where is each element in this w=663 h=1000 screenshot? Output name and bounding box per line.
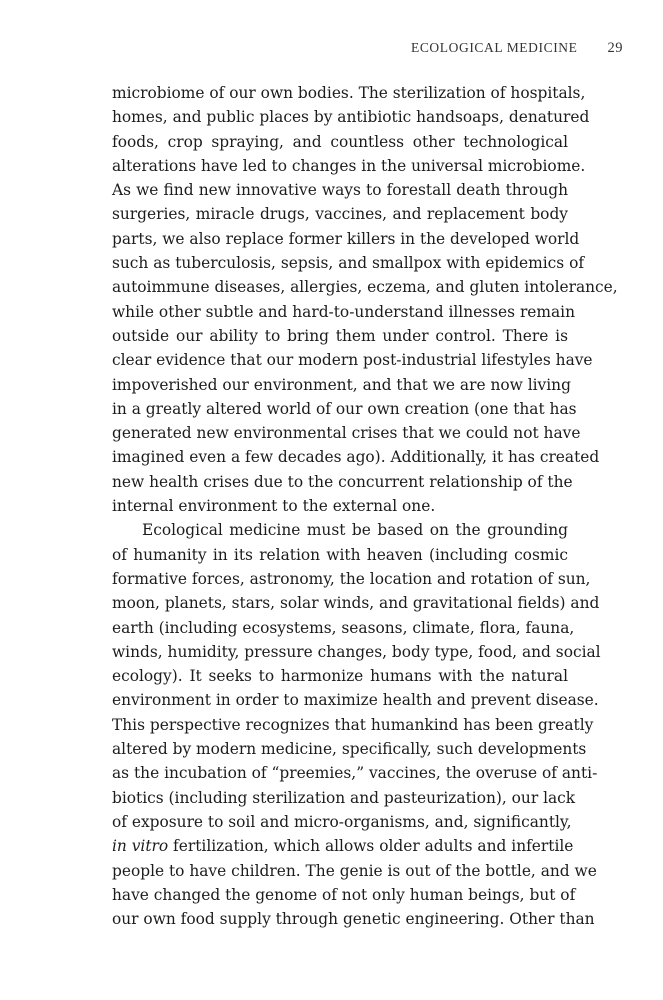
- text-line: Ecological medicine must be based on the grounding: [142, 521, 568, 540]
- text-line: microbiome of our own bodies. The sterilization of hospitals,: [112, 84, 586, 102]
- text-line: in a greatly altered world of our own creation (one that has: [112, 399, 577, 418]
- text-line: people to have children. The genie is out of the bottle, and we: [112, 861, 597, 880]
- text-line: new health crises due to the concurrent relationship of the: [112, 472, 573, 491]
- page-number: 29: [607, 40, 623, 56]
- text-line: our own food supply through genetic engineering. Other than: [112, 910, 595, 929]
- text-line: altered by modern medicine, specifically, such developments: [112, 740, 587, 759]
- text-line: outside our ability to bring them under control. There is: [112, 326, 568, 345]
- text-line: moon, planets, stars, solar winds, and gravitational fields) and: [112, 594, 600, 613]
- body-text: [112, 81, 618, 931]
- text-run: fertilization, which allows older adults and infertile: [168, 837, 574, 856]
- running-head: [411, 40, 623, 57]
- text-line: homes, and public places by antibiotic handsoaps, denatured: [112, 108, 590, 127]
- text-line: foods, crop spraying, and countless other technological: [112, 132, 568, 151]
- text-line: formative forces, astronomy, the location and rotation of sun,: [112, 569, 591, 588]
- text-line: as the incubation of “preemies,” vaccines, the overuse of anti-: [112, 764, 598, 783]
- text-line: internal environment to the external one.: [112, 497, 436, 516]
- text-line: such as tuberculosis, sepsis, and smallpox with epidemics of: [112, 254, 585, 273]
- text-line: winds, humidity, pressure changes, body type, food, and social: [112, 642, 601, 661]
- text-line: As we find new innovative ways to forestall death through: [112, 181, 568, 200]
- text-line: environment in order to maximize health and prevent disease.: [112, 691, 599, 710]
- text-line: clear evidence that our modern post-industrial lifestyles have: [112, 351, 593, 370]
- paragraph-1: [112, 81, 618, 518]
- text-line: of humanity in its relation with heaven (including cosmic: [112, 545, 568, 564]
- text-line: imagined even a few decades ago). Additionally, it has created: [112, 448, 600, 467]
- text-line: parts, we also replace former killers in the developed world: [112, 229, 580, 248]
- text-line: generated new environmental crises that we could not have: [112, 424, 581, 443]
- italic-term: in vitro: [112, 837, 169, 856]
- text-line: ecology). It seeks to harmonize humans with the natural: [112, 667, 568, 686]
- text-line: impoverished our environment, and that we are now living: [112, 375, 571, 394]
- text-line: while other subtle and hard-to-understand illnesses remain: [112, 302, 576, 321]
- paragraph-2: [112, 518, 601, 931]
- text-line: biotics (including sterilization and pasteurization), our lack: [112, 788, 576, 807]
- text-line: autoimmune diseases, allergies, eczema, and gluten intolerance,: [112, 278, 618, 297]
- text-line: surgeries, miracle drugs, vaccines, and replacement body: [112, 205, 568, 224]
- text-line: earth (including ecosystems, seasons, climate, flora, fauna,: [112, 618, 575, 637]
- text-line: [112, 834, 574, 858]
- text-line: of exposure to soil and micro-organisms, and, significantly,: [112, 812, 572, 831]
- text-line: alterations have led to changes in the universal microbiome.: [112, 156, 586, 175]
- text-line: have changed the genome of not only human beings, but of: [112, 885, 576, 904]
- running-title: ECOLOGICAL MEDICINE: [410, 40, 578, 55]
- text-line: This perspective recognizes that humankind has been greatly: [112, 715, 594, 734]
